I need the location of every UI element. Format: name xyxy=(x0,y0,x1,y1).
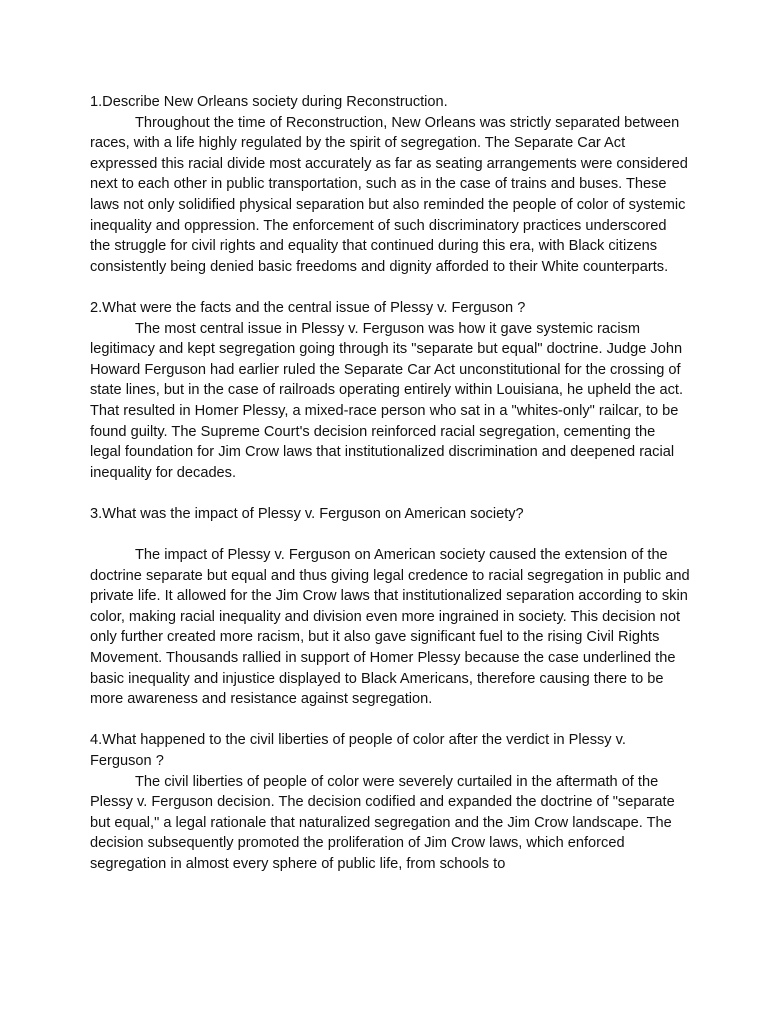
question-4: 4.What happened to the civil liberties of people of color after the verdict in Plessy v. Ferguson ? xyxy=(90,732,626,769)
answer-1: Throughout the time of Reconstruction, New Orleans was strictly separated between races, with a life highly regulated by the spirit of segregation. The Separate Car Act expressed this racial divide most accurately as far as seating arrangements were considered next to each other in public transportation, such as in the case of trains and buses. These laws not only solidified physical separation but also reminded the people of color of systemic inequality and oppression. The enforcement of such discriminatory practices underscored the struggle for civil rights and equality that continued during this era, with Black citizens consistently being denied basic freedoms and dignity afforded to their White counterparts. xyxy=(90,114,688,275)
paragraph-spacer xyxy=(90,277,690,298)
question-3: 3.What was the impact of Plessy v. Ferguson on American society? xyxy=(90,505,524,522)
answer-4: The civil liberties of people of color were severely curtailed in the aftermath of the Plessy v. Ferguson decision. The decision codified and expanded the doctrine of "separate but equal," a legal rationale that naturalized segregation and the Jim Crow landscape. The decision subsequently promoted the proliferation of Jim Crow laws, which enforced segregation in almost every sphere of public life, from schools to xyxy=(90,773,675,872)
section-1 xyxy=(90,92,690,277)
answer-2: The most central issue in Plessy v. Ferguson was how it gave systemic racism legitimacy and kept segregation going through its "separate but equal" doctrine. Judge John Howard Ferguson had earlier ruled the Separate Car Act unconstitutional for the crossing of state lines, but in the case of railroads operating entirely within Louisiana, he upheld the act. That resulted in Homer Plessy, a mixed-race person who sat in a "whites-only" railcar, to be found guilty. The Supreme Court's decision reinforced racial segregation, cementing the legal foundation for Jim Crow laws that institutionalized discrimination and deepened racial inequality for decades. xyxy=(90,320,684,481)
paragraph-spacer xyxy=(90,524,690,545)
paragraph-spacer xyxy=(90,483,690,504)
answer-3: The impact of Plessy v. Ferguson on American society caused the extension of the doctrine separate but equal and thus giving legal credence to racial segregation in public and private life. It allowed for the Jim Crow laws that institutionalized separation according to skin color, making racial inequality and division even more ingrained in society. This decision not only further created more racism, but it also gave significant fuel to the rising Civil Rights Movement. Thousands rallied in support of Homer Plessy because the case underlined the basic inequality and injustice displayed to Black Americans, therefore causing there to be more awareness and resistance against segregation. xyxy=(90,547,690,708)
question-1: 1.Describe New Orleans society during Reconstruction. xyxy=(90,94,448,110)
section-4 xyxy=(90,730,690,874)
section-3 xyxy=(90,504,690,710)
section-2 xyxy=(90,298,690,483)
document-body xyxy=(90,92,690,875)
question-2: 2.What were the facts and the central issue of Plessy v. Ferguson ? xyxy=(90,299,526,316)
paragraph-spacer xyxy=(90,710,690,731)
